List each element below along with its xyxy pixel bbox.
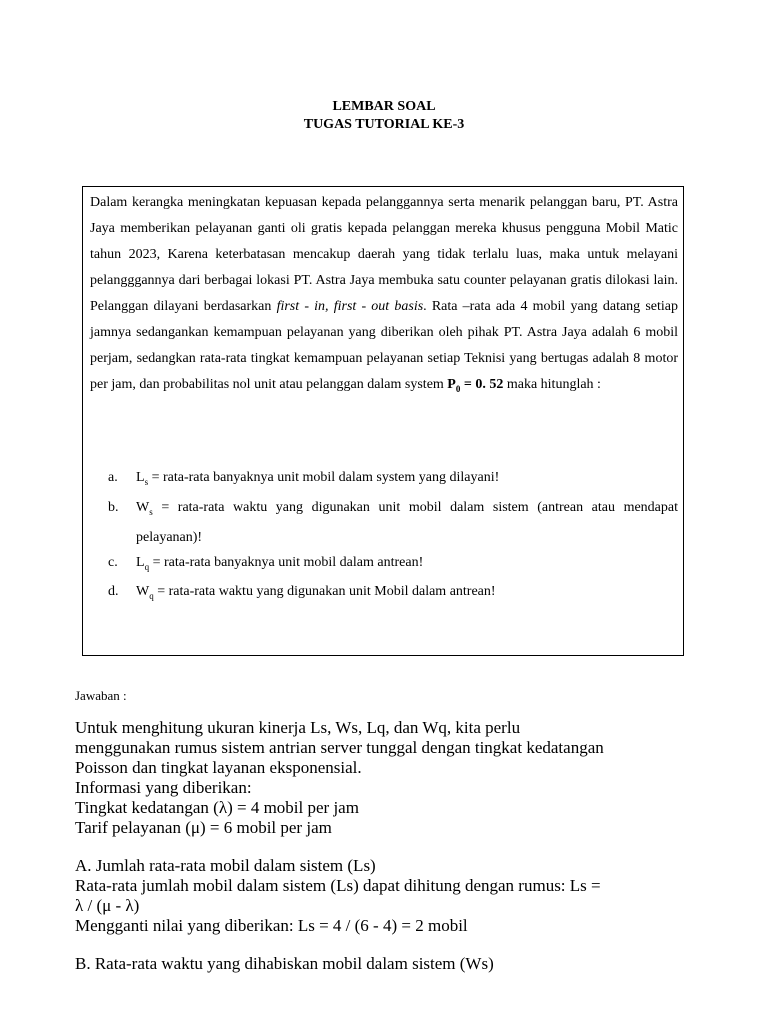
question-text <box>136 550 678 580</box>
answer-line: Mengganti nilai yang diberikan: Ls = 4 / (6 - 4) = 2 mobil <box>75 916 468 935</box>
document-title: LEMBAR SOAL <box>332 99 436 114</box>
question-subscript: q <box>144 561 150 572</box>
answer-spacer <box>75 838 675 856</box>
problem-text-2: . Rata –rata ada 4 mobil yang datang setiap jamnya sedangankan kemampuan pelayanan yang diberikan oleh pihak PT. Astra Jaya adalah 6 mobil perjam, sedangkan rata-rata tingkat kemampuan pelayanan setiap Teknisi yang bertugas adalah 8 motor per jam, dan probabilitas nol unit atau pelanggan dalam system <box>90 299 679 392</box>
question-text <box>136 579 678 609</box>
question-symbol: W <box>136 499 150 515</box>
question-text <box>136 465 678 495</box>
question-text <box>136 495 678 550</box>
p0-subscript: 0 <box>455 383 461 394</box>
answer-spacer <box>75 936 675 954</box>
answer-heading: Jawaban : <box>75 688 127 703</box>
question-list <box>108 465 678 609</box>
p0-equals: = 0. 52 <box>460 377 504 392</box>
question-item-b <box>108 495 678 550</box>
answer-body <box>75 718 675 974</box>
answer-line: B. Rata-rata waktu yang dihabiskan mobil dalam sistem (Ws) <box>75 954 494 973</box>
question-subscript: q <box>149 591 154 602</box>
question-symbol: L <box>136 470 145 485</box>
answer-line: Poisson dan tingkat layanan eksponensial. <box>75 758 362 777</box>
problem-text-3: maka hitunglah : <box>503 377 601 392</box>
question-item-d <box>108 579 678 609</box>
question-symbol: L <box>136 554 145 570</box>
answer-line: menggunakan rumus sistem antrian server tunggal dengan tingkat kedatangan <box>75 738 604 757</box>
answer-line: Rata-rata jumlah mobil dalam sistem (Ls) dapat dihitung dengan rumus: Ls = <box>75 876 601 895</box>
document-subtitle: TUGAS TUTORIAL KE-3 <box>303 117 465 132</box>
answer-line: Untuk menghitung ukuran kinerja Ls, Ws, Lq, dan Wq, kita perlu <box>75 718 521 737</box>
problem-text-1: Dalam kerangka meningkatan kepuasan kepada pelanggannya serta menarik pelanggan baru, PT. Astra Jaya memberikan pelayanan ganti oli gratis kepada pelanggan mereka khusus pengguna Mobil Matic tahun 2023, Karena keterbatasan mencakup daerah yang tidak terlalu luas, maka untuk melayani pelangggannya dari berbagai lokasi PT. Astra Jaya membuka satu counter pelayanan gratis dilokasi lain. Pelanggan dilayani berdasarkan <box>90 195 678 314</box>
question-body: = rata-rata banyaknya unit mobil dalam antrean! <box>149 554 424 570</box>
question-label: b. <box>108 499 119 515</box>
question-item-a <box>108 465 678 495</box>
question-symbol: W <box>136 584 150 600</box>
problem-paragraph <box>90 190 678 402</box>
answer-line: Informasi yang diberikan: <box>75 778 252 797</box>
question-label: a. <box>108 470 118 485</box>
p0-symbol: P <box>447 377 456 392</box>
problem-text-italic: first - in, first - out basis <box>276 299 424 314</box>
question-body: = rata-rata waktu yang digunakan unit mobil dalam sistem (antrean atau mendapat pelayanan)! <box>136 499 678 545</box>
question-item-c <box>108 550 678 580</box>
p0-value <box>447 377 503 392</box>
answer-line: A. Jumlah rata-rata mobil dalam sistem (Ls) <box>75 856 376 875</box>
problem-box <box>82 186 684 656</box>
question-subscript: s <box>149 506 153 517</box>
answer-line: λ / (μ - λ) <box>75 896 140 915</box>
question-body: = rata-rata banyaknya unit mobil dalam system yang dilayani! <box>148 470 500 485</box>
question-subscript: s <box>144 476 149 487</box>
answer-line: Tarif pelayanan (μ) = 6 mobil per jam <box>75 818 332 837</box>
question-label: c. <box>108 554 118 570</box>
answer-line: Tingkat kedatangan (λ) = 4 mobil per jam <box>75 798 359 817</box>
question-body: = rata-rata waktu yang digunakan unit Mobil dalam antrean! <box>153 584 496 600</box>
question-label: d. <box>108 584 119 600</box>
